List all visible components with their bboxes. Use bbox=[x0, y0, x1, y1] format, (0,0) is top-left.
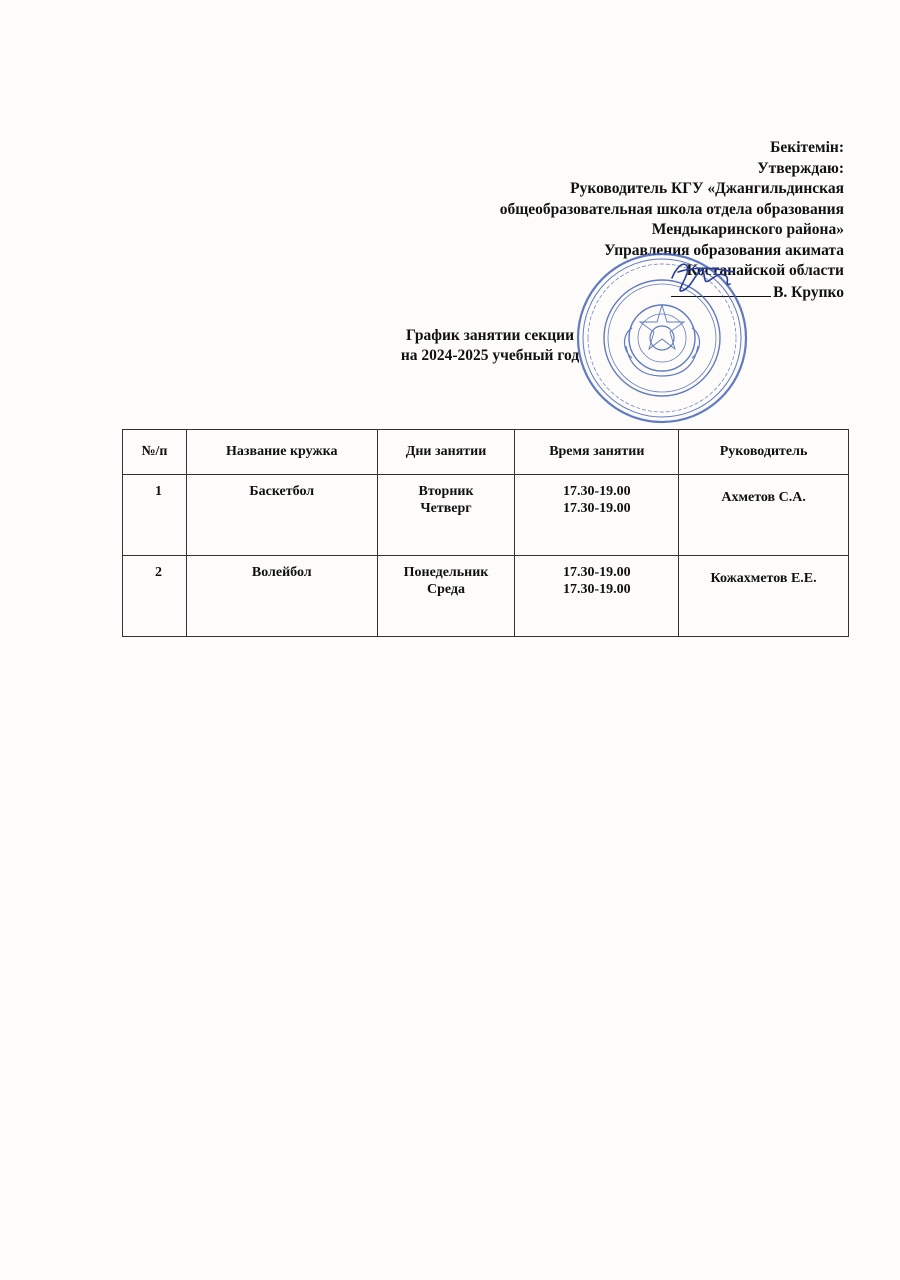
table-row bbox=[123, 556, 849, 637]
day-entry: Среда bbox=[427, 582, 466, 597]
day-entry: Четверг bbox=[420, 501, 472, 516]
cell-number: 2 bbox=[123, 556, 187, 637]
header-days: Дни занятии bbox=[377, 430, 515, 475]
table-row bbox=[123, 475, 849, 556]
header-leader: Руководитель bbox=[679, 430, 849, 475]
approval-position-line: Руководитель КГУ «Джангильдинская bbox=[570, 180, 844, 197]
table-header-row bbox=[123, 430, 849, 475]
day-entry: Вторник bbox=[418, 484, 474, 499]
cell-number: 1 bbox=[123, 475, 187, 556]
approval-position-line: Мендыкаринского района» bbox=[651, 221, 844, 238]
seal-graphic bbox=[578, 254, 746, 422]
approval-ru-label: Утверждаю: bbox=[757, 159, 844, 177]
time-entry: 17.30-19.00 bbox=[562, 565, 631, 580]
handwritten-signature bbox=[672, 264, 734, 291]
cell-days bbox=[377, 475, 515, 556]
official-seal-stamp bbox=[574, 250, 750, 426]
time-entry: 17.30-19.00 bbox=[562, 501, 631, 516]
cell-time bbox=[515, 475, 679, 556]
approval-position-line: общеобразовательная школа отдела образования bbox=[499, 200, 844, 218]
approval-position-line: Костанайской области bbox=[686, 262, 844, 279]
approval-position-line: Управления образования акимата bbox=[604, 241, 844, 259]
cell-club-name: Баскетбол bbox=[186, 475, 377, 556]
cell-leader: Ахметов С.А. bbox=[679, 475, 849, 556]
day-entry: Понедельник bbox=[403, 565, 489, 580]
approval-kz-label: Бекітемін: bbox=[770, 139, 844, 156]
time-entry: 17.30-19.00 bbox=[562, 484, 631, 499]
time-entry: 17.30-19.00 bbox=[562, 582, 631, 597]
schedule-table bbox=[122, 429, 849, 637]
cell-time bbox=[515, 556, 679, 637]
header-number: №/п bbox=[123, 430, 187, 475]
cell-club-name: Волейбол bbox=[186, 556, 377, 637]
title-line-1: График занятии секции bbox=[405, 327, 575, 344]
header-time: Время занятии bbox=[515, 430, 679, 475]
cell-leader: Кожахметов Е.Е. bbox=[679, 556, 849, 637]
title-line-2: на 2024-2025 учебный год bbox=[400, 347, 580, 364]
signature-name: В. Крупко bbox=[773, 283, 844, 301]
header-club-name: Название кружка bbox=[186, 430, 377, 475]
cell-days bbox=[377, 556, 515, 637]
